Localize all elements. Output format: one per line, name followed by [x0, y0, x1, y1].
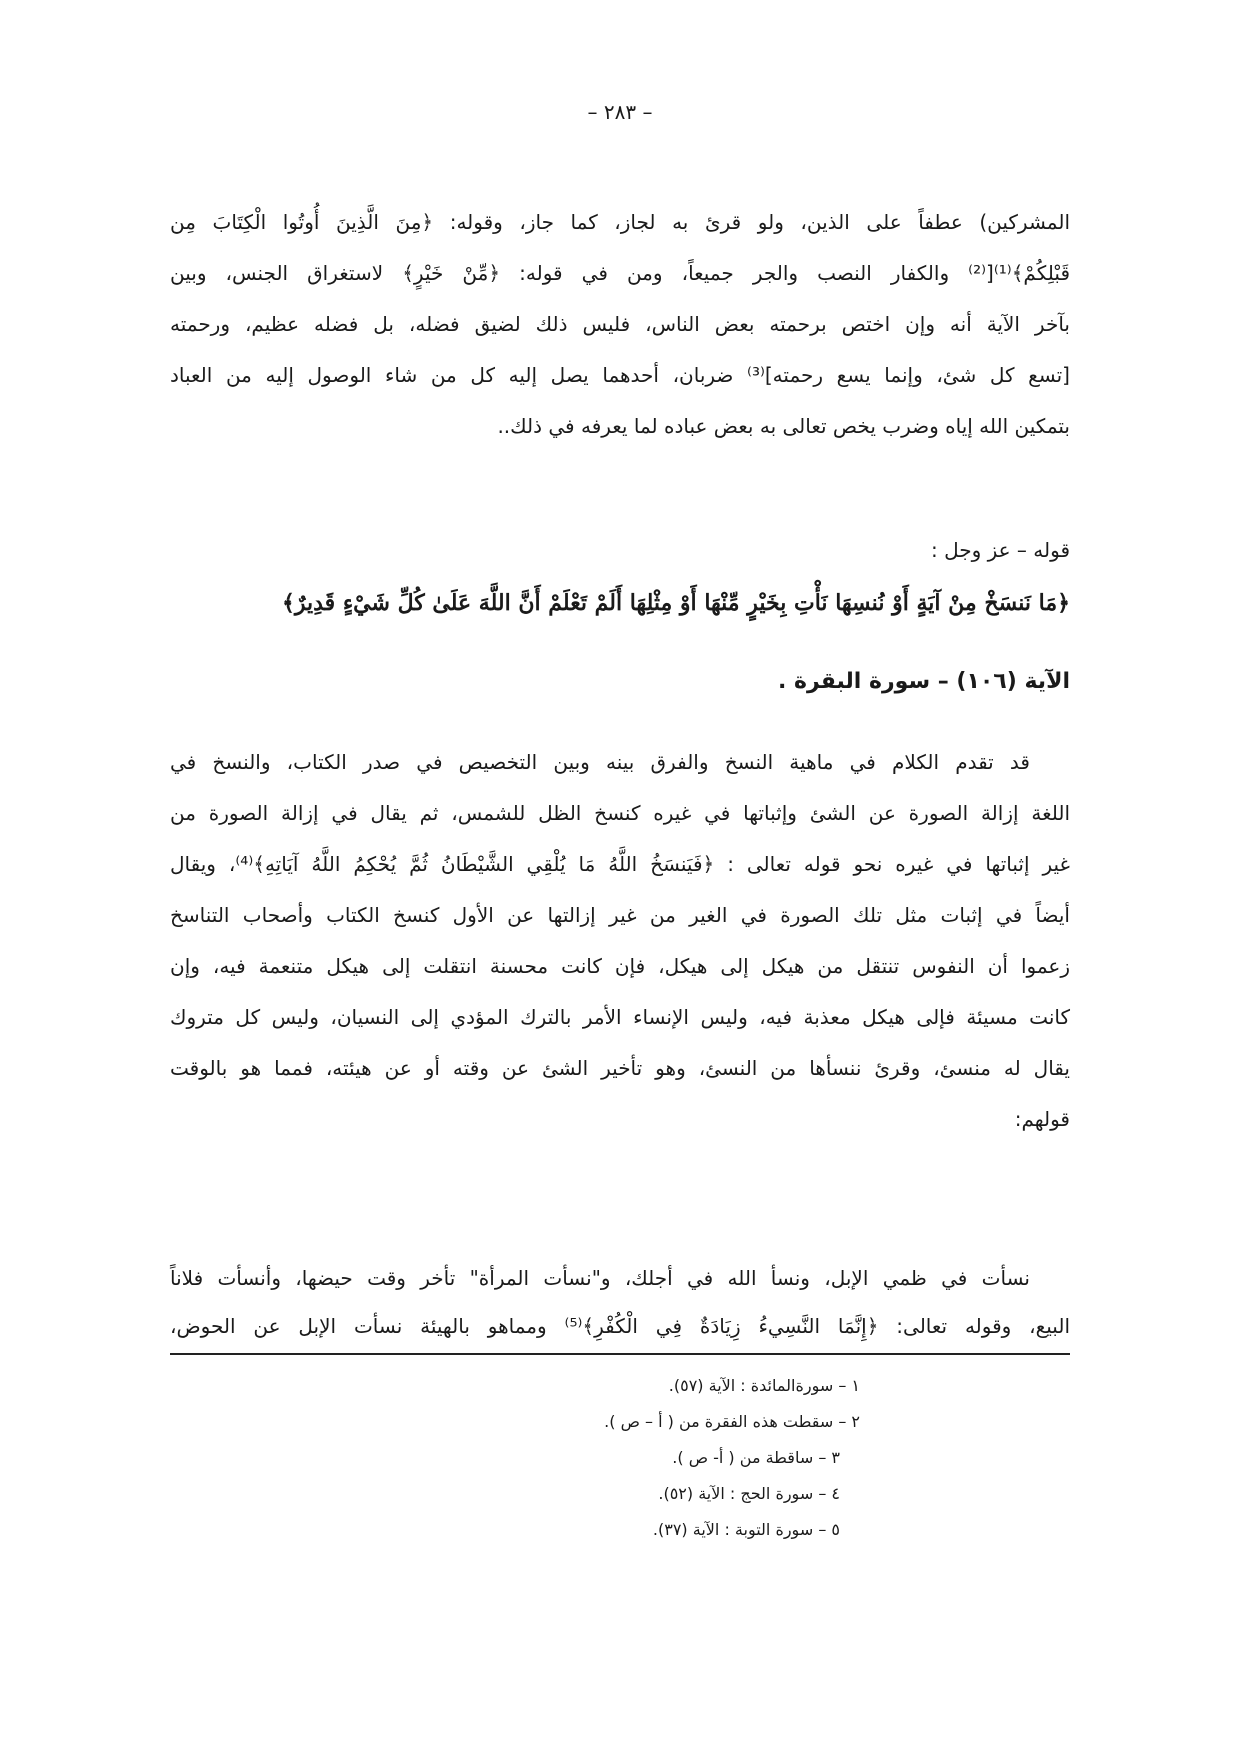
text-line: بآخر الآية أنه وإن اختص برحمته بعض الناس، فليس ذلك لضيق فضله، بل فضله عظيم، ورحمته	[170, 312, 1070, 336]
text-line: زعموا أن النفوس تنتقل من هيكل إلى هيكل، فإن كانت محسنة انتقلت إلى هيكل متنعمة فيه، وإن	[170, 954, 1070, 978]
text-line: المشركين) عطفاً على الذين، ولو قرئ به لجاز، كما جاز، وقوله: ﴿مِنَ الَّذِينَ أُوتُوا الْكِتَابَ مِن	[170, 210, 1070, 234]
footnotes	[604, 1378, 860, 1558]
text-line: قد تقدم الكلام في ماهية النسخ والفرق بينه وبين التخصيص في صدر الكتاب، والنسخ في	[170, 750, 1030, 774]
page-number: – ٢٨٣ –	[587, 100, 653, 124]
text-line: اللغة إزالة الصورة عن الشئ وإثباتها في غيره كنسخ الظل للشمس، ثم يقال في إزالة الصورة من	[170, 801, 1070, 825]
quran-verse: ﴿مَا نَنسَخْ مِنْ آيَةٍ أَوْ نُنسِهَا نَأْتِ بِخَيْرٍ مِّنْهَا أَوْ مِثْلِهَا أَلَمْ تَعْلَمْ أَنَّ اللَّهَ عَلَىٰ كُلِّ شَيْءٍ قَدِيرٌ﴾	[281, 590, 1070, 616]
text-line: البيع، وقوله تعالى: ﴿إِنَّمَا النَّسِيءُ زِيَادَةٌ فِي الْكُفْرِ﴾⁽⁵⁾ ومماهو بالهيئة نسأت الإبل عن الحوض،	[170, 1314, 1070, 1338]
verse-intro: قوله – عز وجل :	[930, 538, 1070, 562]
footnote-separator	[170, 1353, 1070, 1355]
footnote-item: ٤ – سورة الحج : الآية (٥٢).	[658, 1484, 840, 1503]
text-line: نسأت في ظمي الإبل، ونسأ الله في أجلك، و"نسأت المرأة" تأخر وقت حيضها، وأنسأت فلاناً	[170, 1266, 1030, 1290]
text-line: يقال له منسئ، وقرئ ننسأها من النسئ، وهو تأخير الشئ عن وقته أو عن هيئته، فمما هو بالوقت	[170, 1056, 1070, 1080]
text-line: غير إثباتها في غيره نحو قوله تعالى : ﴿فَيَنسَخُ اللَّهُ مَا يُلْقِي الشَّيْطَانُ ثُمَّ يُحْكِمُ اللَّهُ آيَاتِهِ﴾⁽⁴⁾، ويقال	[170, 852, 1070, 876]
footnote-item: ٣ – ساقطة من ( أ- ص ).	[672, 1448, 840, 1467]
paragraph-1	[170, 212, 1070, 467]
text-line: قولهم:	[1014, 1107, 1070, 1131]
footnote-item: ١ – سورةالمائدة : الآية (٥٧).	[668, 1376, 860, 1395]
paragraph-2	[170, 752, 1070, 1160]
text-line: [تسع كل شئ، وإنما يسع رحمته]⁽³⁾ ضربان، أحدهما يصل إليه كل من شاء الوصول إليه من العباد	[170, 363, 1070, 387]
text-line: أيضاً في إثبات مثل تلك الصورة في الغير من غير إزالتها عن الأول كنسخ الكتاب وأصحاب التناسخ	[170, 903, 1070, 927]
text-line: قَبْلِكُمْ﴾⁽¹⁾[⁽²⁾ والكفار النصب والجر جميعاً، ومن في قوله: ﴿مِّنْ خَيْرٍ﴾ لاستغراق الجنس، وبين	[170, 261, 1070, 285]
text-line: كانت مسيئة فإلى هيكل معذبة فيه، وليس الإنساء الأمر بالترك المؤدي إلى النسيان، وليس كل متروك	[170, 1005, 1070, 1029]
footnote-item: ٢ – سقطت هذه الفقرة من ( أ – ص ).	[604, 1412, 860, 1431]
paragraph-3	[170, 1268, 1070, 1364]
ayah-reference: الآية (١٠٦) – سورة البقرة .	[778, 669, 1070, 694]
text-line: بتمكين الله إياه وضرب يخص تعالى به بعض عباده لما يعرفه في ذلك..	[497, 414, 1070, 438]
footnote-item: ٥ – سورة التوبة : الآية (٣٧).	[652, 1520, 840, 1539]
